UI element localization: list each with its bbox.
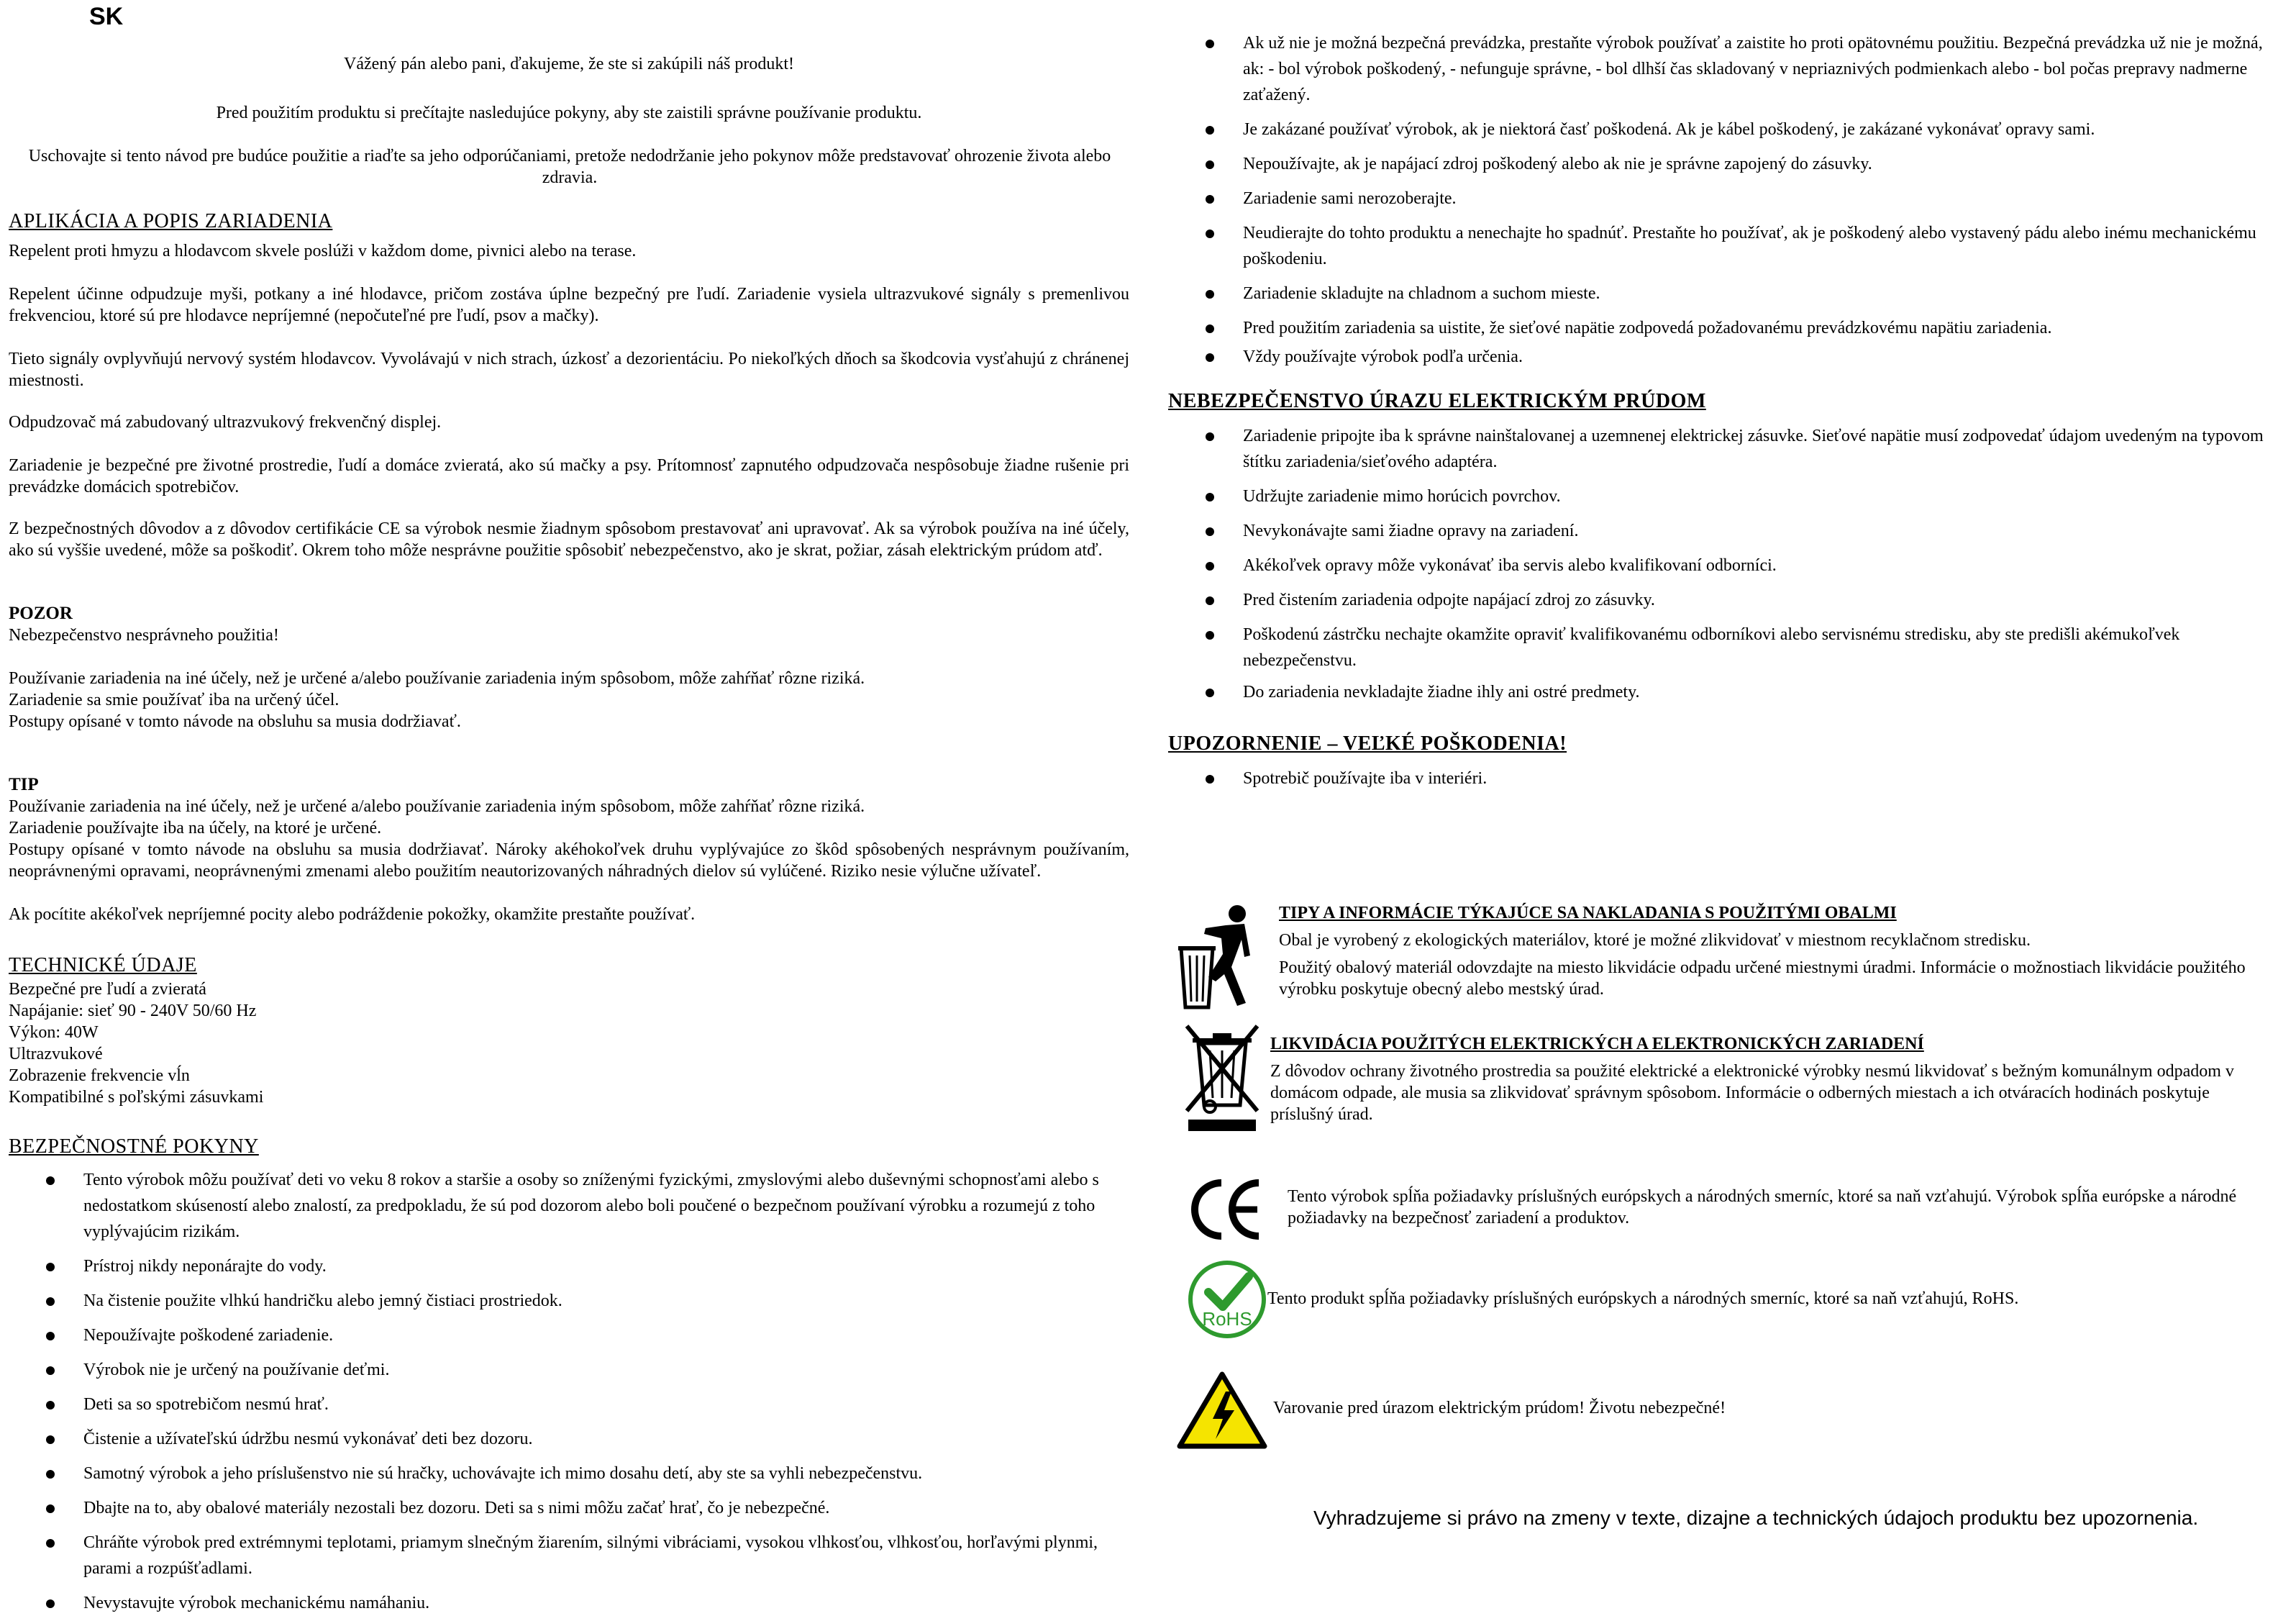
list-item: Zariadenie pripojte iba k správne nainštalovanej a uzemnenej elektrickej zásuvke. Sieťové napätie musí zodpovedať údajom uvedeným na typovom štítku zariadenia/sieťového adaptéra. <box>1168 423 2287 475</box>
tidyman-icon <box>1175 902 1262 1010</box>
bullet-icon <box>1206 353 1214 362</box>
safety-heading: BEZPEČNOSTNÉ POKYNY <box>9 1135 259 1158</box>
bullet-icon <box>1206 324 1214 333</box>
bullet-icon <box>46 1176 55 1185</box>
list-item: Výrobok nie je určený na používanie deťmi. <box>9 1357 1129 1383</box>
tip-line: Zariadenie používajte iba na účely, na ktoré je určené. <box>9 819 382 837</box>
spec-line: Bezpečné pre ľudí a zvieratá <box>9 980 206 999</box>
list-item: Vždy používajte výrobok podľa určenia. <box>1168 344 2287 370</box>
spec-line: Výkon: 40W <box>9 1023 99 1042</box>
electric-heading: NEBEZPEČENSTVO ÚRAZU ELEKTRICKÝM PRÚDOM <box>1168 390 1706 412</box>
list-item: Tento výrobok môžu používať deti vo veku 8 rokov a staršie a osoby so zníženými fyzickými, zmyslovými alebo duševnými schopnosťami alebo s nedostatkom skúseností alebo znalostí, za predpokladu, že sú pod dozorom alebo boli poučené o bezpečnom používaní výrobku a rozumejú z toho vyplývajúcim rizikám. <box>9 1167 1129 1245</box>
bullet-icon <box>1206 631 1214 640</box>
bullet-icon <box>46 1366 55 1375</box>
rohs-icon <box>1187 1259 1267 1340</box>
list-item: Akékoľvek opravy môže vykonávať iba servis alebo kvalifikovaní odborníci. <box>1168 553 2287 578</box>
spec-line: Zobrazenie frekvencie vĺn <box>9 1066 190 1085</box>
list-item: Udržujte zariadenie mimo horúcich povrchov. <box>1168 484 2287 509</box>
spec-line: Ultrazvukové <box>9 1045 103 1063</box>
application-para-5: Zariadenie je bezpečné pre životné prostredie, ľudí a domáce zvieratá, ako sú mačky a psy. Prítomnosť zapnutého odpudzovača nespôsobuje žiadne rušenie pri prevádzke domácich spotrebičov. <box>9 456 1129 496</box>
bullet-icon <box>1206 775 1214 784</box>
greeting: Vážený pán alebo pani, ďakujeme, že ste si zakúpili náš produkt! <box>344 55 794 73</box>
warning-title: POZOR <box>9 604 73 623</box>
list-item: Čistenie a užívateľskú údržbu nesmú vykonávať deti bez dozoru. <box>9 1426 1129 1452</box>
list-item: Pred čistením zariadenia odpojte napájací zdroj zo zásuvky. <box>1168 587 2287 613</box>
list-item: Deti sa so spotrebičom nesmú hrať. <box>9 1392 1129 1417</box>
bullet-icon <box>46 1435 55 1444</box>
bullet-icon <box>1206 596 1214 605</box>
tip-title: TIP <box>9 775 39 794</box>
footer-disclaimer: Vyhradzujeme si právo na zmeny v texte, dizajne a technických údajoch produktu bez upozornenia. <box>1313 1507 2199 1529</box>
list-item: Nepoužívajte poškodené zariadenie. <box>9 1322 1129 1348</box>
list-item: Chráňte výrobok pred extrémnymi teplotami, priamym slnečným žiarením, silnými vibráciami, vysokou vlhkosťou, vlhkosťou, horľavými plynmi, parami a rozpúšťadlami. <box>9 1530 1129 1581</box>
tip-line: Používanie zariadenia na iné účely, než je určené a/alebo používanie zariadenia iným spôsobom, môže zahŕňať rôzne riziká. <box>9 797 865 816</box>
list-item: Spotrebič používajte iba v interiéri. <box>1168 766 2287 791</box>
packaging-heading: TIPY A INFORMÁCIE TÝKAJÚCE SA NAKLADANIA S POUŽITÝMI OBALMI <box>1279 904 1897 922</box>
list-item: Prístroj nikdy neponárajte do vody. <box>9 1253 1129 1279</box>
warning-line: Používanie zariadenia na iné účely, než je určené a/alebo používanie zariadenia iným spôsobom, môže zahŕňať rôzne riziká. <box>9 669 865 688</box>
application-para-6: Z bezpečnostných dôvodov a z dôvodov certifikácie CE sa výrobok nesmie žiadnym spôsobom prestavovať ani upravovať. Ak sa výrobok používa na iné účely, ako sú vyššie uvedené, môže sa poškodiť. Okrem toho môže nesprávne použitie spôsobiť nebezpečenstvo, ako je skrat, požiar, zásah elektrickým prúdom atď. <box>9 519 1129 560</box>
ce-text: Tento výrobok spĺňa požiadavky príslušných európskych a národných smerníc, ktoré sa naň vzťahujú. Výrobok spĺňa európske a národné požiadavky na bezpečnosť zariadení a produktov. <box>1288 1187 2237 1227</box>
bullet-icon <box>1206 160 1214 169</box>
tip-paragraph: Postupy opísané v tomto návode na obsluhu sa musia dodržiavať. Nároky akéhokoľvek druhu vyplývajúce zo škôd spôsobených nesprávnym používaním, neoprávnenými opravami, neoprávnenými zmenami alebo použitím neautorizovaných náhradných dielov sú vylúčené. Riziko nesie výlučne užívateľ. <box>9 840 1129 881</box>
damage-heading: UPOZORNENIE – VEĽKÉ POŠKODENIA! <box>1168 732 1567 755</box>
safety-list-continued <box>1168 30 2287 370</box>
tech-specs <box>9 979 263 1108</box>
bullet-icon <box>1206 689 1214 697</box>
spec-line: Napájanie: sieť 90 - 240V 50/60 Hz <box>9 1002 257 1020</box>
packaging-line-1: Obal je vyrobený z ekologických materiálov, ktoré je možné zlikvidovať v miestnom recyklačnom stredisku. <box>1279 931 2031 950</box>
crossed-bin-icon <box>1183 1020 1262 1135</box>
rohs-label: RoHS <box>1202 1308 1252 1330</box>
warning-line: Zariadenie sa smie používať iba na určený účel. <box>9 691 340 709</box>
list-item: Do zariadenia nevkladajte žiadne ihly ani ostré predmety. <box>1168 679 2287 705</box>
keep-manual: Uschovajte si tento návod pre budúce použitie a riaďte sa jeho odporúčaniami, pretože nedodržanie jeho pokynov môže predstavovať ohrozenie života alebo zdravia. <box>28 147 1111 187</box>
spec-line: Kompatibilné s poľskými zásuvkami <box>9 1088 264 1107</box>
application-para-3: Tieto signály ovplyvňujú nervový systém hlodavcov. Vyvolávajú v nich strach, úzkosť a dezorientáciu. Po niekoľkých dňoch sa škodcovia vysťahujú z chránenej miestnosti. <box>9 350 1129 390</box>
warning-line: Postupy opísané v tomto návode na obsluhu sa musia dodržiavať. <box>9 712 461 731</box>
bullet-icon <box>46 1401 55 1410</box>
ce-mark-icon <box>1187 1177 1266 1242</box>
bullet-icon <box>46 1599 55 1608</box>
list-item: Ak už nie je možná bezpečná prevádzka, prestaňte výrobok používať a zaistite ho proti opätovnému použitiu. Bezpečná prevádzka už nie je možná, ak: - bol výrobok poškodený, - nefunguje správne, - bol dlhší čas skladovaný v nepriaznivých podmienkach alebo - bol počas prepravy nadmerne zaťažený. <box>1168 30 2287 108</box>
bullet-icon <box>46 1297 55 1306</box>
tech-heading: TECHNICKÉ ÚDAJE <box>9 954 197 976</box>
application-para-1: Repelent proti hmyzu a hlodavcom skvele poslúži v každom dome, pivnici alebo na terase. <box>9 242 637 260</box>
bullet-icon <box>1206 562 1214 571</box>
tip-lines <box>9 796 865 839</box>
bullet-icon <box>1206 432 1214 441</box>
list-item: Nevykonávajte sami žiadne opravy na zariadení. <box>1168 518 2287 544</box>
weee-text: Z dôvodov ochrany životného prostredia sa použité elektrické a elektronické výrobky nesmú likvidovať s bežným komunálnym odpadom v domácom odpade, ale musia sa zlikvidovať správnym spôsobom. Informácie o odberných miestach a ich otváracích hodinách poskytuje príslušný úrad. <box>1270 1062 2234 1124</box>
list-item: Zariadenie skladujte na chladnom a suchom mieste. <box>1168 281 2287 307</box>
warning-lines <box>9 668 865 732</box>
application-para-4: Odpudzovač má zabudovaný ultrazvukový frekvenčný displej. <box>9 413 442 432</box>
list-item: Dbajte na to, aby obalové materiály nezostali bez dozoru. Deti sa s nimi môžu začať hrať, čo je nebezpečné. <box>9 1495 1129 1521</box>
bullet-icon <box>46 1263 55 1271</box>
warning-subtitle: Nebezpečenstvo nesprávneho použitia! <box>9 626 279 645</box>
list-item: Samotný výrobok a jeho príslušenstvo nie sú hračky, uchovávajte ich mimo dosahu detí, aby ste sa vyhli nebezpečenstvu. <box>9 1461 1129 1486</box>
application-heading: APLIKÁCIA A POPIS ZARIADENIA <box>9 210 333 232</box>
packaging-line-2: Použitý obalový materiál odovzdajte na miesto likvidácie odpadu určené miestnymi úradmi. Informácie o možnostiach likvidácie použitého výrobku poskytuje obecný alebo mestský úrad. <box>1279 958 2246 999</box>
safety-list <box>9 1167 1129 1616</box>
bullet-icon <box>1206 40 1214 48</box>
list-item: Pred použitím zariadenia sa uistite, že sieťové napätie zodpovedá požadovanému prevádzkovému napätiu zariadenia. <box>1168 315 2287 341</box>
list-item: Zariadenie sami nerozoberajte. <box>1168 186 2287 212</box>
list-item: Poškodenú zástrčku nechajte okamžite opraviť kvalifikovanému odborníkovi alebo servisnému stredisku, aby ste predišli akémukoľvek nebezpečenstvu. <box>1168 622 2287 673</box>
list-item: Nevystavujte výrobok mechanickému namáhaniu. <box>9 1590 1129 1616</box>
read-instructions: Pred použitím produktu si prečítajte nasledujúce pokyny, aby ste zaistili správne používanie produktu. <box>216 104 922 122</box>
bullet-icon <box>1206 195 1214 204</box>
bullet-icon <box>1206 527 1214 536</box>
list-item: Je zakázané používať výrobok, ak je niektorá časť poškodená. Ak je kábel poškodený, je zakázané vykonávať opravy sami. <box>1168 117 2287 142</box>
list-item: Nepoužívajte, ak je napájací zdroj poškodený alebo ak nie je správne zapojený do zásuvky. <box>1168 151 2287 177</box>
bullet-icon <box>46 1539 55 1548</box>
bullet-icon <box>46 1470 55 1479</box>
application-para-2: Repelent účinne odpudzuje myši, potkany a iné hlodavce, pričom zostáva úplne bezpečný pre ľudí. Zariadenie vysiela ultrazvukové signály s premenlivou frekvenciou, ktoré sú pre hlodavce nepríjemné (nepočuteľné pre ľudí, psov a mačky). <box>9 285 1129 325</box>
rohs-text: Tento produkt spĺňa požiadavky príslušných európskych a národných smerníc, ktoré sa naň vzťahujú, RoHS. <box>1267 1289 2019 1308</box>
weee-heading: LIKVIDÁCIA POUŽITÝCH ELEKTRICKÝCH A ELEKTRONICKÝCH ZARIADENÍ <box>1270 1035 1924 1053</box>
bullet-icon <box>1206 230 1214 238</box>
high-voltage-warning-icon <box>1175 1370 1269 1451</box>
bullet-icon <box>46 1332 55 1340</box>
bullet-icon <box>1206 493 1214 501</box>
bullet-icon <box>46 1504 55 1513</box>
bullet-icon <box>1206 126 1214 135</box>
damage-list <box>1168 766 2287 791</box>
tip-skin-note: Ak pocítite akékoľvek nepríjemné pocity alebo podráždenie pokožky, okamžite prestaňte používať. <box>9 905 696 924</box>
list-item: Na čistenie použite vlhkú handričku alebo jemný čistiaci prostriedok. <box>9 1288 1129 1314</box>
electric-list <box>1168 423 2287 705</box>
list-item: Neudierajte do tohto produktu a nenechajte ho spadnúť. Prestaňte ho používať, ak je poškodený alebo vystavený pádu alebo inému mechanickému poškodeniu. <box>1168 220 2287 272</box>
bullet-icon <box>1206 290 1214 299</box>
language-code: SK <box>89 3 124 30</box>
shock-text: Varovanie pred úrazom elektrickým prúdom! Životu nebezpečné! <box>1273 1399 1726 1417</box>
